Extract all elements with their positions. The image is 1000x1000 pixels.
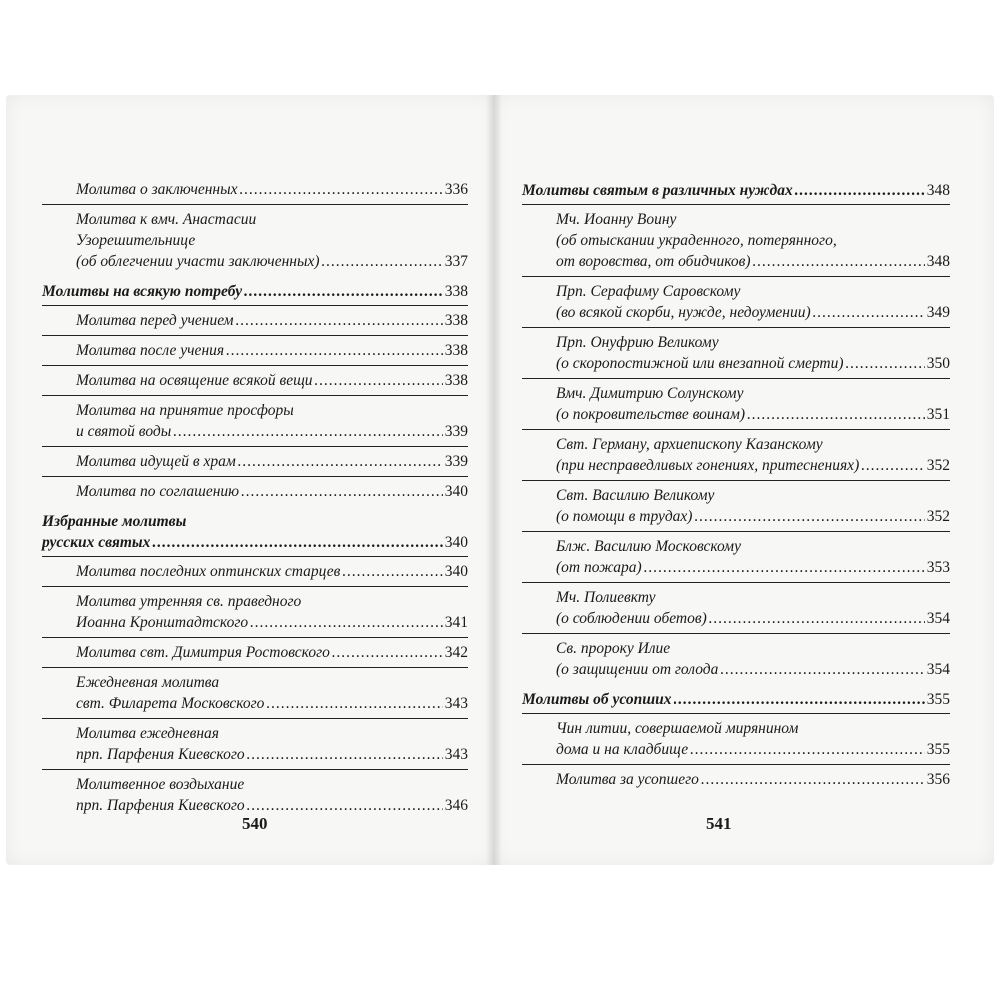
toc-page-number: 348: [926, 182, 950, 199]
toc-entry-title-line: Св. пророку Илие: [556, 640, 671, 657]
toc-entry[interactable]: [42, 667, 468, 718]
right-page: [494, 95, 994, 865]
toc-page-number: 355: [926, 741, 950, 758]
toc-entry-title-line: Узорешительнице: [76, 232, 196, 249]
dot-leader: [795, 180, 925, 201]
toc-entry-title-line: Мч. Полиевкту: [556, 589, 656, 606]
toc-page-number: 343: [444, 695, 468, 712]
toc-entry[interactable]: [522, 764, 950, 794]
toc-page-number: 338: [444, 342, 468, 359]
dot-leader: [315, 370, 443, 391]
toc-entry[interactable]: [42, 395, 468, 446]
toc-entry-title-line: Молитвенное воздыхание: [76, 776, 245, 793]
toc-entry[interactable]: [42, 637, 468, 667]
toc-entry-title-line: прп. Парфения Киевского: [76, 797, 245, 814]
toc-page-number: 349: [926, 304, 950, 321]
toc-page-number: 339: [444, 423, 468, 440]
toc-entry-title-line: (во всякой скорби, нужде, недоумении): [556, 304, 811, 321]
dot-leader: [226, 340, 443, 361]
left-page: [6, 95, 494, 865]
dot-leader: [332, 642, 443, 663]
toc-entry[interactable]: [522, 713, 950, 764]
toc-page-number: 341: [444, 614, 468, 631]
toc-entry-title-line: свт. Филарета Московского: [76, 695, 265, 712]
book-gutter: [486, 95, 502, 865]
toc-page-number: 352: [926, 508, 950, 525]
toc-entry[interactable]: [522, 204, 950, 276]
toc-page-number: 346: [444, 797, 468, 814]
toc-page-number: 340: [444, 563, 468, 580]
dot-leader: [247, 744, 443, 765]
toc-entry-title-line: Молитва по соглашению: [76, 483, 240, 500]
dot-leader: [674, 689, 925, 710]
toc-entry[interactable]: [42, 175, 468, 204]
toc-page-number: 355: [926, 691, 950, 708]
toc-page-number: 339: [444, 453, 468, 470]
toc-entry-title-line: Молитва ежедневная: [76, 725, 219, 742]
toc-page-number: 337: [444, 253, 468, 270]
toc-entry-title-line: Свт. Герману, архиепископу Казанскому: [556, 436, 823, 453]
dot-leader: [342, 561, 442, 582]
toc-page-number: 351: [926, 406, 950, 423]
toc-entry-title-line: (о защищении от голода: [556, 661, 719, 678]
right-page-number: 541: [706, 814, 732, 833]
toc-page-number: 353: [926, 559, 950, 576]
toc-page-number: 338: [444, 312, 468, 329]
toc-page-number: 336: [444, 181, 468, 198]
dot-leader: [846, 353, 925, 374]
toc-entry-title-line: Молитва идущей в храм: [76, 453, 236, 470]
toc-entry[interactable]: [42, 769, 468, 820]
toc-entry-title-line: Вмч. Димитрию Солунскому: [556, 385, 744, 402]
toc-entry-title-line: Свт. Василию Великому: [556, 487, 715, 504]
toc-entry[interactable]: [42, 305, 468, 335]
toc-entry[interactable]: [42, 365, 468, 395]
left-page-number: 540: [242, 814, 268, 833]
toc-entry-title-line: Иоанна Кронштадтского: [76, 614, 249, 631]
toc-entry[interactable]: [42, 446, 468, 476]
toc-entry[interactable]: [522, 429, 950, 480]
toc-entry-title-line: Молитва перед учением: [76, 312, 234, 329]
toc-section-heading[interactable]: [522, 175, 950, 204]
dot-leader: [173, 421, 443, 442]
toc-entry[interactable]: [522, 276, 950, 327]
toc-page-number: 352: [926, 457, 950, 474]
toc-entry-title-line: Ежедневная молитва: [76, 674, 220, 691]
toc-entry-title-line: Прп. Онуфрию Великому: [556, 334, 719, 351]
toc-entry-title-line: Молитва после учения: [76, 342, 225, 359]
toc-page-number: 348: [926, 253, 950, 270]
toc-entry-title-line: и святой воды: [76, 423, 172, 440]
toc-entry-title-line: Молитва на освящение всякой вещи: [76, 372, 313, 389]
toc-page-number: 342: [444, 644, 468, 661]
toc-entry-title-line: Молитвы святым в различных нуждах: [522, 182, 793, 199]
dot-leader: [701, 769, 925, 790]
dot-leader: [720, 659, 924, 680]
dot-leader: [241, 481, 443, 502]
toc-page-number: 338: [444, 372, 468, 389]
toc-entry-title-line: Молитва к вмч. Анастасии: [76, 211, 257, 228]
toc-entry-title-line: от воровства, от обидчиков): [556, 253, 751, 270]
dot-leader: [152, 532, 442, 553]
toc-entry-title-line: Молитва за усопшего: [556, 771, 699, 788]
toc-section-heading[interactable]: [42, 506, 468, 556]
book-spread: [0, 95, 1000, 865]
toc-entry-title-line: (о помощи в трудах): [556, 508, 693, 525]
toc-section-heading[interactable]: [522, 684, 950, 713]
toc-page-number: 343: [444, 746, 468, 763]
toc-entry-title-line: (о скоропостижной или внезапной смерти): [556, 355, 844, 372]
toc-entry-title-line: Прп. Серафиму Саровскому: [556, 283, 741, 300]
toc-entry[interactable]: [522, 633, 950, 684]
toc-entry[interactable]: [522, 327, 950, 378]
toc-page-number: 354: [926, 661, 950, 678]
toc-entry-title-line: Молитвы на всякую потребу: [42, 283, 243, 300]
dot-leader: [266, 693, 442, 714]
toc-entry-title-line: русских святых: [42, 534, 151, 551]
toc-entry[interactable]: [522, 480, 950, 531]
dot-leader: [240, 179, 443, 200]
toc-entry-title-line: Молитва последних оптинских старцев: [76, 563, 341, 580]
toc-entry-title-line: Молитва утренняя св. праведного: [76, 593, 302, 610]
dot-leader: [238, 451, 443, 472]
toc-page-number: 354: [926, 610, 950, 627]
dot-leader: [236, 310, 443, 331]
toc-section-heading[interactable]: [42, 276, 468, 305]
toc-page-number: 350: [926, 355, 950, 372]
toc-entry[interactable]: [522, 582, 950, 633]
toc-entry[interactable]: [522, 531, 950, 582]
toc-entry-title-line: (об облегчении участи заключенных): [76, 253, 320, 270]
dot-leader: [861, 455, 925, 476]
toc-entry-title-line: Избранные молитвы: [42, 513, 187, 530]
dot-leader: [690, 739, 925, 760]
toc-entry-title-line: прп. Парфения Киевского: [76, 746, 245, 763]
toc-entry[interactable]: [42, 556, 468, 586]
dot-leader: [244, 281, 443, 302]
dot-leader: [250, 612, 443, 633]
dot-leader: [747, 404, 925, 425]
toc-entry[interactable]: [42, 718, 468, 769]
toc-entry-title-line: (об отыскании украденного, потерянного,: [556, 232, 837, 249]
right-toc: [522, 175, 950, 794]
dot-leader: [709, 608, 925, 629]
toc-entry-title-line: дома и на кладбище: [556, 741, 689, 758]
toc-page-number: 340: [444, 534, 468, 551]
toc-entry-title-line: Молитва свт. Димитрия Ростовского: [76, 644, 330, 661]
toc-entry-title-line: Мч. Иоанну Воину: [556, 211, 677, 228]
toc-page-number: 340: [444, 483, 468, 500]
toc-entry-title-line: Чин литии, совершаемой мирянином: [556, 720, 799, 737]
dot-leader: [247, 795, 443, 816]
toc-page-number: 356: [926, 771, 950, 788]
dot-leader: [694, 506, 924, 527]
toc-entry-title-line: (от пожара): [556, 559, 642, 576]
toc-entry-title-line: Молитвы об усопших: [522, 691, 672, 708]
toc-entry[interactable]: [42, 586, 468, 637]
dot-leader: [644, 557, 925, 578]
dot-leader: [813, 302, 925, 323]
toc-entry-title-line: (о соблюдении обетов): [556, 610, 707, 627]
dot-leader: [322, 251, 443, 272]
left-toc: [42, 175, 468, 820]
toc-entry-title-line: (при несправедливых гонениях, притеснениях): [556, 457, 860, 474]
toc-entry[interactable]: [42, 335, 468, 365]
toc-entry-title-line: Блж. Василию Московскому: [556, 538, 741, 555]
toc-entry-title-line: (о покровительстве воинам): [556, 406, 746, 423]
toc-entry-title-line: Молитва о заключенных: [76, 181, 238, 198]
toc-entry-title-line: Молитва на принятие просфоры: [76, 402, 294, 419]
toc-page-number: 338: [444, 283, 468, 300]
toc-entry[interactable]: [42, 476, 468, 506]
dot-leader: [753, 251, 925, 272]
toc-entry[interactable]: [42, 204, 468, 276]
toc-entry[interactable]: [522, 378, 950, 429]
